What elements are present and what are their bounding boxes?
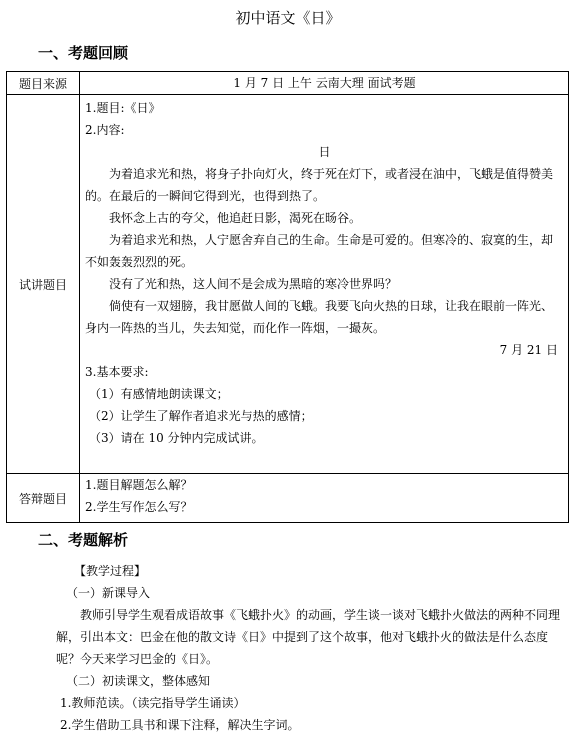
trial-label: 试讲题目 xyxy=(7,95,80,474)
step-item: 2.学生借助工具书和课下注释，解决生字词。 xyxy=(60,718,300,732)
step-heading: （一）新课导入 xyxy=(66,586,151,600)
trial-content xyxy=(80,95,569,474)
poem-paragraph: 没有了光和热，这人间不是会成为黑暗的寒冷世界吗？ xyxy=(109,277,398,291)
source-value: 1 月 7 日 上午 云南大理 面试考题 xyxy=(80,72,569,95)
exam-table xyxy=(6,71,569,523)
table-row-defense xyxy=(7,474,569,523)
section-heading-analysis: 二、考题解析 xyxy=(38,531,129,549)
analysis-body xyxy=(56,560,566,736)
step-item: 1.教师范读。（读完指导学生诵读） xyxy=(60,696,246,710)
document-title: 初中语文《日》 xyxy=(235,9,341,27)
step-paragraph: 教师引导学生观看成语故事《飞蛾扑火》的动画，学生谈一谈对飞蛾扑火做法的两种不同理解，引出本文：巴金在他的散文诗《日》中提到了这个故事，他对飞蛾扑火的做法是什么态度呢？今天来学习巴金的《日》。 xyxy=(56,608,561,666)
defense-question: 2.学生写作怎么写？ xyxy=(85,500,193,514)
source-label: 题目来源 xyxy=(7,72,80,95)
poem-paragraph: 为着追求光和热，将身子扑向灯火，终于死在灯下，或者浸在油中，飞蛾是值得赞美的。在最后的一瞬间它得到光，也得到热了。 xyxy=(85,167,554,203)
poem-date: 7 月 21 日 xyxy=(499,343,558,357)
step-heading: （二）初读课文，整体感知 xyxy=(66,674,211,688)
defense-label: 答辩题目 xyxy=(7,474,80,523)
topic-line: 1.题目:《日》 xyxy=(85,101,161,115)
section-heading-review: 一、考题回顾 xyxy=(38,44,129,62)
requirement-item: （2）让学生了解作者追求光与热的感情； xyxy=(89,409,313,423)
poem-paragraph: 倘使有一双翅膀，我甘愿做人间的飞蛾。我要飞向火热的日球，让我在眼前一阵光、身内一阵热的当儿，失去知觉，而化作一阵烟，一撮灰。 xyxy=(85,299,554,335)
poem-paragraph: 我怀念上古的夸父，他追赶日影，渴死在旸谷。 xyxy=(109,211,362,225)
requirement-item: （1）有感情地朗读课文； xyxy=(89,387,229,401)
process-title: 【教学过程】 xyxy=(74,564,147,578)
poem-title: 日 xyxy=(318,145,331,159)
table-row-source xyxy=(7,72,569,95)
table-row-trial xyxy=(7,95,569,474)
poem-paragraph: 为着追求光和热，人宁愿舍弃自己的生命。生命是可爱的。但寒冷的、寂寞的生，却不如轰轰烈烈的死。 xyxy=(85,233,554,269)
requirements-label: 3.基本要求: xyxy=(85,365,149,379)
defense-question: 1.题目解题怎么解？ xyxy=(85,478,193,492)
content-label: 2.内容: xyxy=(85,123,125,137)
requirement-item: （3）请在 10 分钟内完成试讲。 xyxy=(89,431,264,445)
defense-content xyxy=(80,474,569,523)
